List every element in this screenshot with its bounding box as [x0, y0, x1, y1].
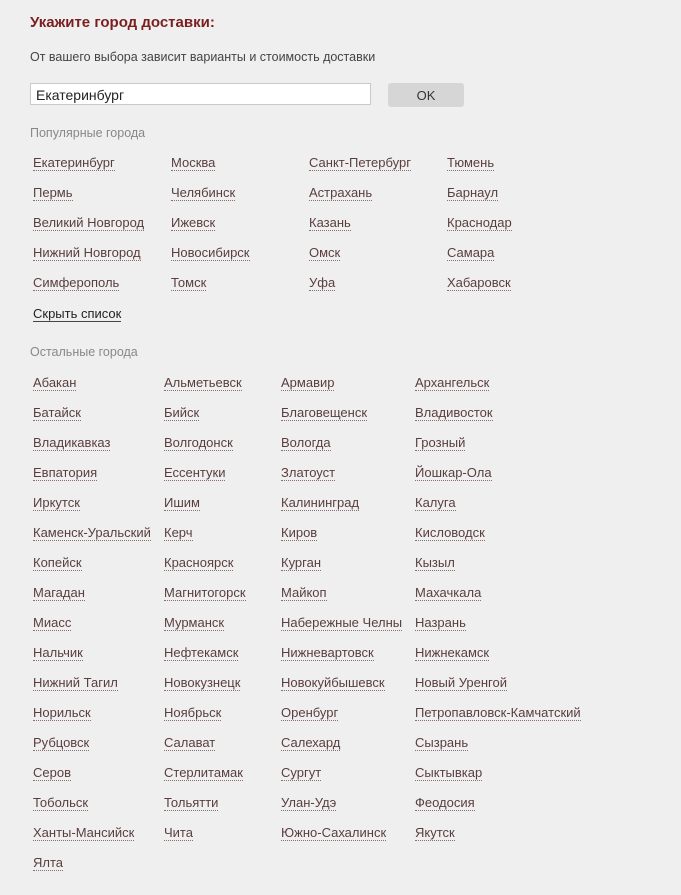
- city-link[interactable]: Нижневартовск: [281, 645, 374, 660]
- city-link[interactable]: Грозный: [415, 435, 466, 450]
- city-link[interactable]: Йошкар-Ола: [415, 465, 492, 480]
- city-link[interactable]: Серов: [33, 765, 71, 780]
- city-link[interactable]: Пермь: [33, 185, 73, 200]
- city-link[interactable]: Новокузнецк: [164, 675, 241, 690]
- city-link[interactable]: Калининград: [281, 495, 360, 510]
- city-link[interactable]: Ноябрьск: [164, 705, 222, 720]
- city-link[interactable]: Самара: [447, 245, 495, 260]
- city-link[interactable]: Новокуйбышевск: [281, 675, 385, 690]
- city-link[interactable]: Керч: [164, 525, 193, 540]
- other-cities-heading: Остальные города: [30, 345, 138, 359]
- popular-cities-heading: Популярные города: [30, 126, 146, 140]
- city-link[interactable]: Архангельск: [415, 375, 490, 390]
- city-link[interactable]: Тобольск: [33, 795, 89, 810]
- city-link[interactable]: Новосибирск: [171, 245, 250, 260]
- city-link[interactable]: Курган: [281, 555, 322, 570]
- city-link[interactable]: Якутск: [415, 825, 455, 840]
- city-link[interactable]: Салават: [164, 735, 216, 750]
- city-link[interactable]: Волгодонск: [164, 435, 233, 450]
- city-link[interactable]: Ижевск: [171, 215, 216, 230]
- city-link[interactable]: Казань: [309, 215, 351, 230]
- page-subtitle: От вашего выбора зависит варианты и стоимость доставки: [30, 50, 376, 64]
- city-link[interactable]: Вологда: [281, 435, 331, 450]
- city-link[interactable]: Альметьевск: [164, 375, 242, 390]
- city-link[interactable]: Нижний Новгород: [33, 245, 141, 260]
- city-link[interactable]: Москва: [171, 155, 216, 170]
- city-link[interactable]: Стерлитамак: [164, 765, 243, 780]
- city-link[interactable]: Иркутск: [33, 495, 80, 510]
- city-link[interactable]: Махачкала: [415, 585, 482, 600]
- city-link[interactable]: Абакан: [33, 375, 77, 390]
- city-link[interactable]: Киров: [281, 525, 318, 540]
- city-link[interactable]: Норильск: [33, 705, 91, 720]
- city-link[interactable]: Нефтекамск: [164, 645, 239, 660]
- city-link[interactable]: Набережные Челны: [281, 615, 403, 630]
- city-link[interactable]: Златоуст: [281, 465, 336, 480]
- city-link[interactable]: Нижнекамск: [415, 645, 490, 660]
- city-link[interactable]: Тюмень: [447, 155, 495, 170]
- page-title: Укажите город доставки:: [30, 14, 215, 31]
- city-link[interactable]: Бийск: [164, 405, 200, 420]
- city-link[interactable]: Миасс: [33, 615, 72, 630]
- city-link[interactable]: Петропавловск-Камчатский: [415, 705, 581, 720]
- city-link[interactable]: Краснодар: [447, 215, 512, 230]
- city-link[interactable]: Новый Уренгой: [415, 675, 508, 690]
- city-link[interactable]: Улан-Удэ: [281, 795, 337, 810]
- city-link[interactable]: Владикавказ: [33, 435, 111, 450]
- city-link[interactable]: Уфа: [309, 275, 336, 290]
- city-link[interactable]: Феодосия: [415, 795, 475, 810]
- city-link[interactable]: Омск: [309, 245, 341, 260]
- city-link[interactable]: Чита: [164, 825, 193, 840]
- city-link[interactable]: Мурманск: [164, 615, 225, 630]
- city-link[interactable]: Владивосток: [415, 405, 493, 420]
- city-link[interactable]: Евпатория: [33, 465, 98, 480]
- city-link[interactable]: Копейск: [33, 555, 82, 570]
- city-link[interactable]: Магнитогорск: [164, 585, 246, 600]
- city-link[interactable]: Назрань: [415, 615, 466, 630]
- ok-button[interactable]: OK: [388, 83, 464, 107]
- city-link[interactable]: Ишим: [164, 495, 200, 510]
- city-link[interactable]: Челябинск: [171, 185, 236, 200]
- city-link[interactable]: Великий Новгород: [33, 215, 145, 230]
- city-link[interactable]: Армавир: [281, 375, 335, 390]
- city-link[interactable]: Симферополь: [33, 275, 120, 290]
- city-link[interactable]: Хабаровск: [447, 275, 511, 290]
- city-link[interactable]: Каменск-Уральский: [33, 525, 151, 540]
- city-link[interactable]: Барнаул: [447, 185, 499, 200]
- city-link[interactable]: Майкоп: [281, 585, 327, 600]
- city-link[interactable]: Нижний Тагил: [33, 675, 118, 690]
- city-link[interactable]: Санкт-Петербург: [309, 155, 411, 170]
- city-link[interactable]: Екатеринбург: [33, 155, 115, 170]
- city-link[interactable]: Южно-Сахалинск: [281, 825, 387, 840]
- city-link[interactable]: Оренбург: [281, 705, 339, 720]
- city-link[interactable]: Сыктывкар: [415, 765, 483, 780]
- city-link[interactable]: Красноярск: [164, 555, 234, 570]
- city-link[interactable]: Сургут: [281, 765, 322, 780]
- city-link[interactable]: Ессентуки: [164, 465, 226, 480]
- city-link[interactable]: Ханты-Мансийск: [33, 825, 135, 840]
- city-link[interactable]: Нальчик: [33, 645, 83, 660]
- city-link[interactable]: Томск: [171, 275, 207, 290]
- city-link[interactable]: Магадан: [33, 585, 85, 600]
- city-link[interactable]: Калуга: [415, 495, 456, 510]
- city-link[interactable]: Салехард: [281, 735, 341, 750]
- city-link[interactable]: Рубцовск: [33, 735, 90, 750]
- city-link[interactable]: Батайск: [33, 405, 81, 420]
- city-link[interactable]: Благовещенск: [281, 405, 368, 420]
- city-link[interactable]: Астрахань: [309, 185, 373, 200]
- city-link[interactable]: Кисловодск: [415, 525, 485, 540]
- city-link[interactable]: Тольятти: [164, 795, 219, 810]
- hide-list-link[interactable]: Скрыть список: [33, 306, 122, 321]
- city-link[interactable]: Сызрань: [415, 735, 469, 750]
- city-link[interactable]: Ялта: [33, 855, 64, 870]
- city-link[interactable]: Кызыл: [415, 555, 455, 570]
- city-search-input[interactable]: Екатеринбург: [30, 83, 371, 105]
